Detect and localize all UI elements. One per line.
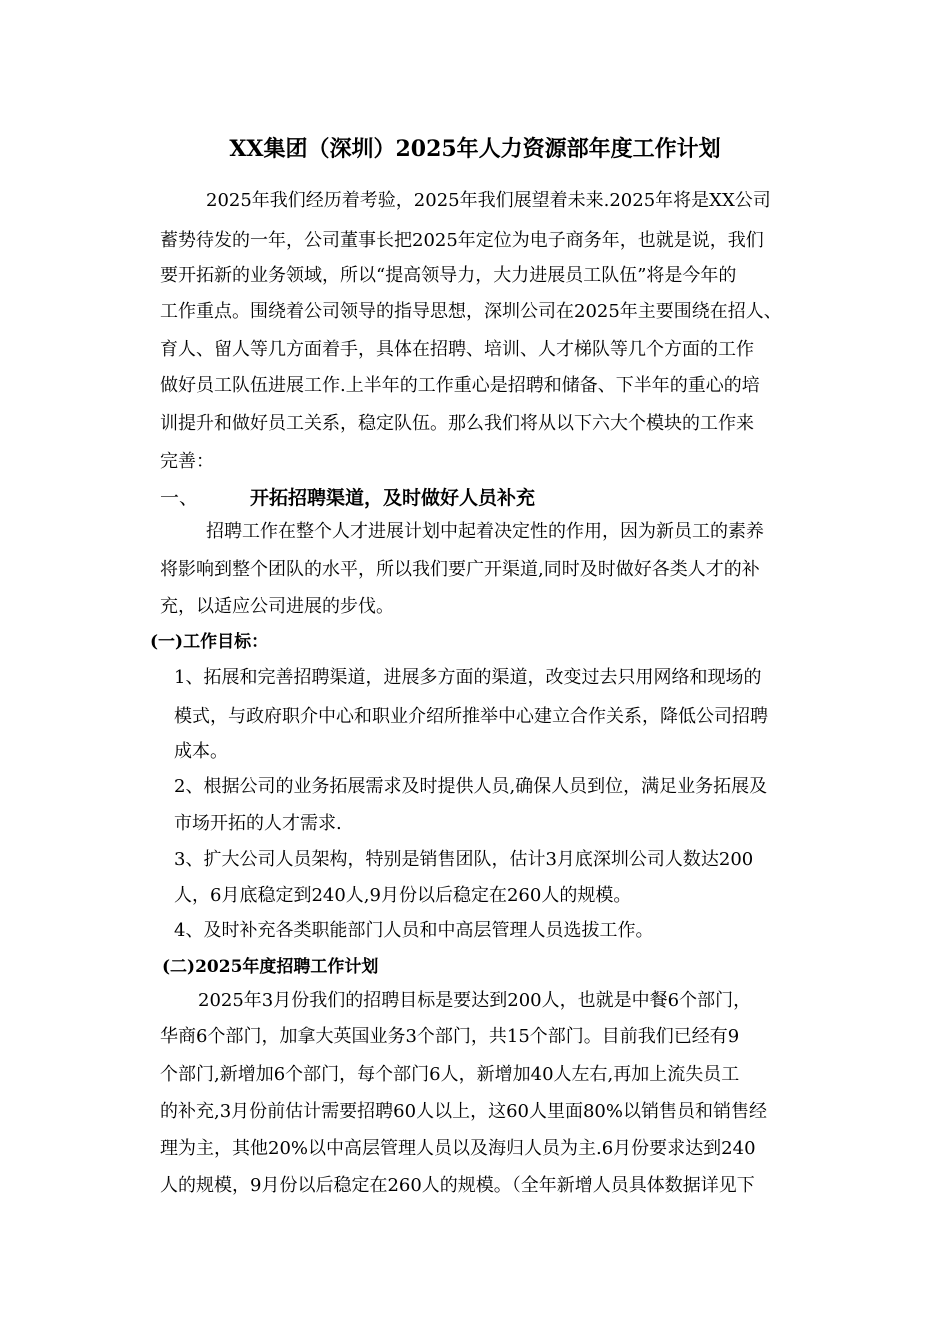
- plan-line: 理为主，其他20%以中高层管理人员以及海归人员为主.6月份要求达到240: [160, 1138, 756, 1159]
- section-line: 充，以适应公司进展的步伐。: [160, 596, 394, 617]
- section-number: 一、: [160, 487, 199, 509]
- plan-line: 华商6个部门，加拿大英国业务3个部门，共15个部门。目前我们已经有9: [160, 1026, 740, 1047]
- intro-line: 育人、留人等几方面着手，具体在招聘、培训、人才梯队等几个方面的工作: [160, 339, 754, 360]
- intro-line: 完善：: [160, 451, 214, 472]
- section-line: 招聘工作在整个人才进展计划中起着决定性的作用，因为新员工的素养: [206, 521, 764, 542]
- list-item-line: 模式，与政府职介中心和职业介绍所推举中心建立合作关系，降低公司招聘: [174, 706, 768, 727]
- list-item-line: 1、拓展和完善招聘渠道，进展多方面的渠道，改变过去只用网络和现场的: [174, 667, 762, 688]
- plan-line: 个部门,新增加6个部门，每个部门6人，新增加40人左右,再加上流失员工: [160, 1064, 740, 1085]
- list-item-line: 市场开拓的人才需求.: [174, 813, 342, 834]
- list-item-line: 3、扩大公司人员架构，特别是销售团队，估计3月底深圳公司人数达200: [174, 849, 754, 870]
- subsection-heading: (二)2025年度招聘工作计划: [162, 957, 379, 977]
- intro-line: 训提升和做好员工关系，稳定队伍。那么我们将从以下六大个模块的工作来: [160, 413, 754, 434]
- subsection-heading: (一)工作目标：: [150, 632, 269, 652]
- intro-line: 工作重点。围绕着公司领导的指导思想，深圳公司在2025年主要围绕在招人、: [160, 301, 782, 322]
- list-item-line: 2、根据公司的业务拓展需求及时提供人员,确保人员到位，满足业务拓展及: [174, 776, 768, 797]
- intro-line: 2025年我们经历着考验，2025年我们展望着未来.2025年将是XX公司: [206, 190, 771, 211]
- plan-line: 人的规模，9月份以后稳定在260人的规模。（全年新增人员具体数据详见下: [160, 1175, 755, 1196]
- intro-line: 做好员工队伍进展工作.上半年的工作重心是招聘和储备、下半年的重心的培: [160, 375, 760, 396]
- section-heading: [160, 485, 535, 511]
- plan-line: 的补充,3月份前估计需要招聘60人以上，这60人里面80%以销售员和销售经: [160, 1101, 767, 1122]
- list-item-line: 人，6月底稳定到240人,9月份以后稳定在260人的规模。: [174, 885, 632, 906]
- list-item-line: 4、及时补充各类职能部门人员和中高层管理人员选拔工作。: [174, 920, 654, 941]
- section-heading-text: 开拓招聘渠道，及时做好人员补充: [250, 487, 536, 509]
- list-item-line: 成本。: [174, 741, 228, 762]
- page-title: XX集团（深圳）2025年人力资源部年度工作计划: [229, 136, 721, 162]
- intro-line: 蓄势待发的一年，公司董事长把2025年定位为电子商务年，也就是说，我们: [160, 230, 764, 251]
- intro-line: 要开拓新的业务领域，所以“提高领导力，大力进展员工队伍”将是今年的: [160, 265, 737, 286]
- plan-line: 2025年3月份我们的招聘目标是要达到200人，也就是中餐6个部门，: [198, 990, 752, 1011]
- section-line: 将影响到整个团队的水平，所以我们要广开渠道,同时及时做好各类人才的补: [160, 559, 760, 580]
